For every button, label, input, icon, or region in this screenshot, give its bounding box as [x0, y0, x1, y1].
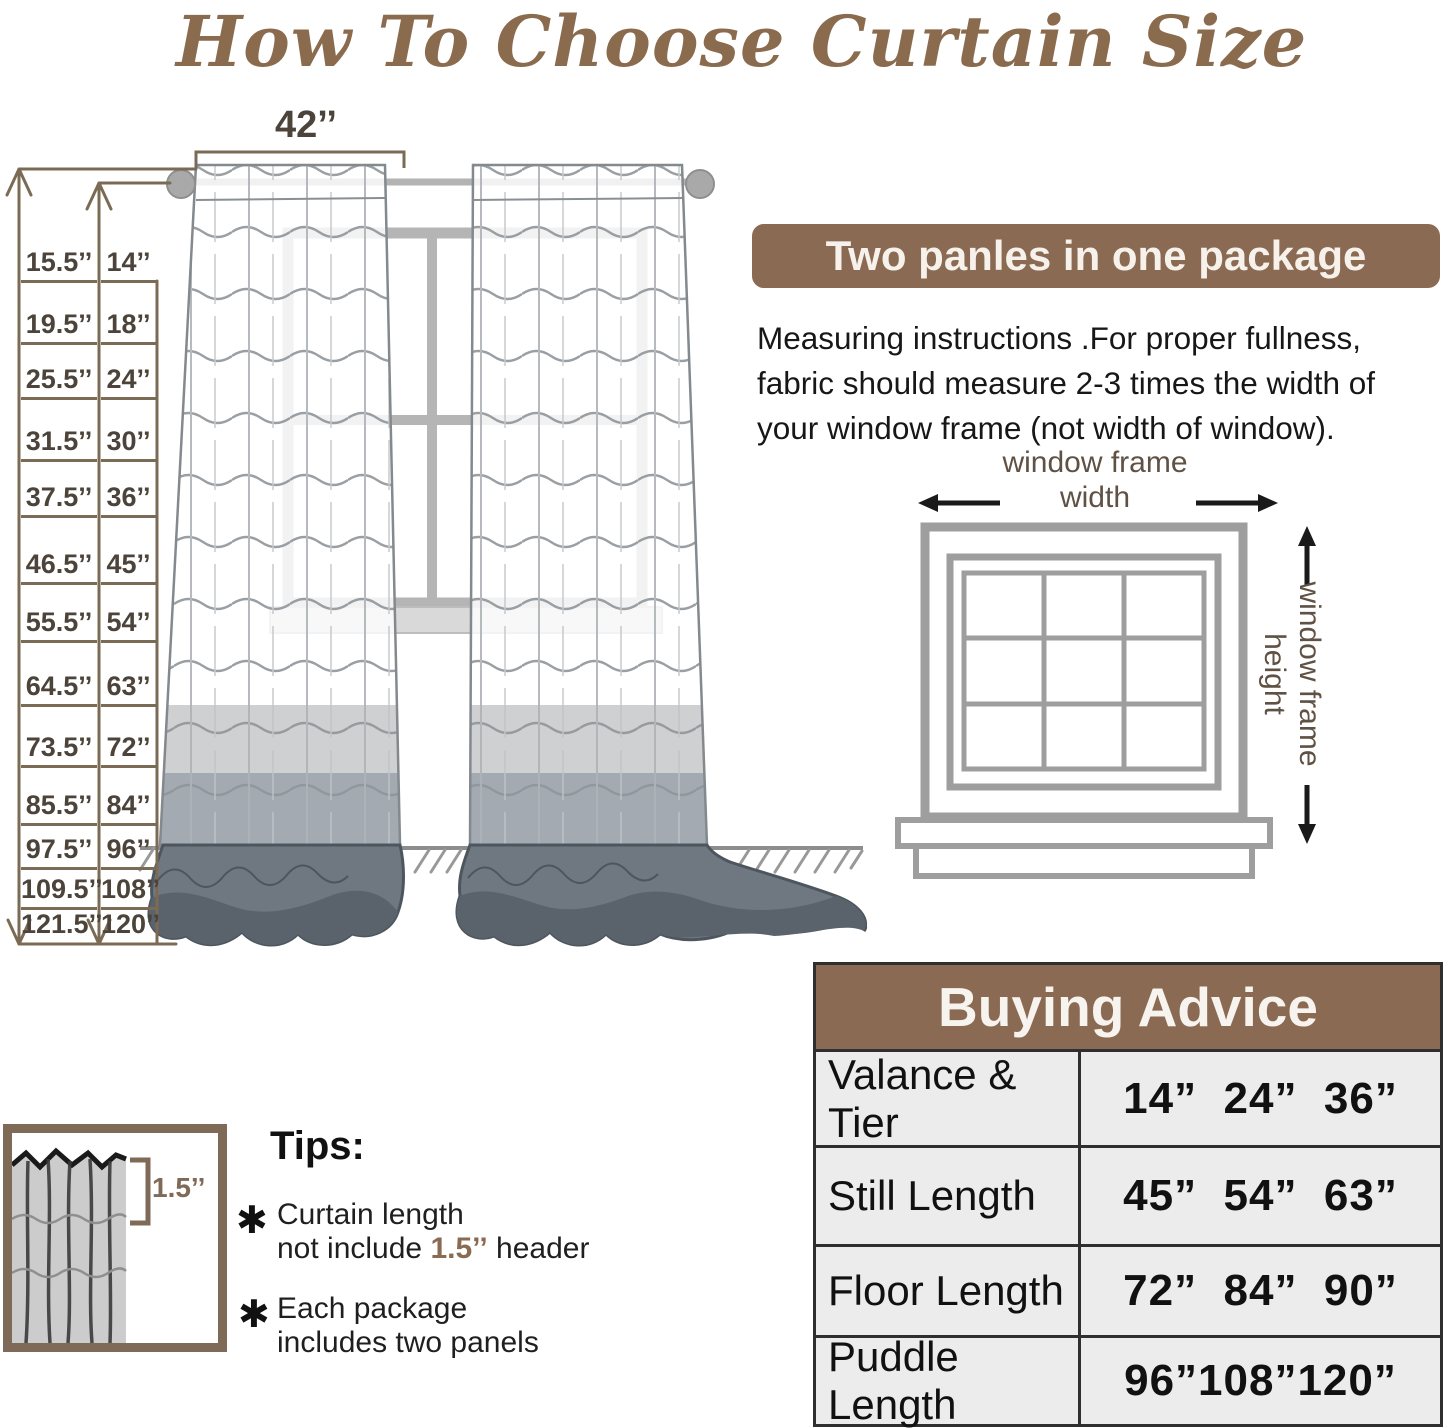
scale-value-curtain: 14’’ — [101, 249, 156, 283]
table-row — [816, 1052, 1440, 1148]
table-row — [816, 1148, 1440, 1247]
scale-value-curtain: 84’’ — [101, 792, 156, 826]
measuring-instructions — [757, 316, 1375, 451]
row-label: Floor Length — [816, 1247, 1081, 1335]
buying-advice-title: Buying Advice — [816, 965, 1440, 1052]
tip1-line2-pre: not include — [277, 1232, 431, 1265]
curtain-panel-left — [150, 165, 410, 848]
scale-value-curtain: 96’’ — [101, 836, 156, 870]
scale-row — [0, 301, 160, 345]
rod-finial-right — [686, 170, 714, 198]
scale-row — [0, 724, 160, 768]
curtain-panel-right — [460, 165, 720, 848]
scale-value-curtain: 54’’ — [101, 609, 156, 643]
header-height-label: 1.5’’ — [152, 1172, 206, 1203]
window-frame-height-label: window frame height — [1258, 581, 1326, 767]
scale-value-with-header: 64.5’’ — [21, 673, 97, 707]
row-values: 45” 54” 63” — [1123, 1171, 1398, 1220]
tip2-line1: Each package — [277, 1292, 468, 1325]
scale-row — [0, 828, 160, 870]
table-row — [816, 1247, 1440, 1338]
scale-value-with-header: 55.5’’ — [21, 609, 97, 643]
scale-value-curtain: 30’’ — [101, 428, 156, 462]
scale-value-with-header: 31.5’’ — [21, 428, 97, 462]
scale-value-curtain: 63’’ — [101, 673, 156, 707]
row-label: Still Length — [816, 1148, 1081, 1244]
width-arrow-right-icon — [1196, 494, 1278, 512]
scale-row — [0, 418, 160, 462]
window-drawing — [898, 527, 1270, 876]
scale-value-with-header: 19.5’’ — [21, 311, 97, 345]
scale-row — [0, 474, 160, 518]
curtain-header-sketch — [12, 1133, 218, 1343]
tip1-line2-post: header — [487, 1232, 590, 1265]
scale-value-curtain: 72’’ — [101, 734, 156, 768]
measuring-line-1: Measuring instructions .For proper fullness, — [757, 320, 1362, 356]
scale-row — [0, 356, 160, 400]
scale-value-with-header: 25.5’’ — [21, 366, 97, 400]
table-row — [816, 1333, 1440, 1428]
tip1-line2 — [277, 1232, 589, 1265]
row-values: 14” 24” 36” — [1123, 1073, 1398, 1123]
scale-value-curtain: 18’’ — [101, 311, 156, 345]
window-frame-width-label: window frame width — [1002, 446, 1188, 514]
scale-row — [0, 782, 160, 826]
measuring-line-3: your window frame (not width of window). — [757, 410, 1335, 446]
scale-value-curtain: 108’’ — [101, 876, 156, 910]
scale-row — [0, 239, 160, 283]
height-arrow-down-icon — [1298, 785, 1316, 844]
scale-row — [0, 900, 160, 942]
measuring-line-2: fabric should measure 2-3 times the width of — [757, 365, 1376, 401]
row-label: Valance & Tier — [816, 1052, 1081, 1145]
scale-value-with-header: 97.5’’ — [21, 836, 97, 870]
scale-row — [0, 599, 160, 643]
curtain-header-inset — [3, 1124, 227, 1352]
scale-value-curtain: 36’’ — [101, 484, 156, 518]
asterisk-bullet-icon: ✱ — [238, 1294, 270, 1336]
scale-value-with-header: 15.5’’ — [21, 249, 97, 283]
package-banner: Two panles in one package — [752, 224, 1440, 288]
scale-value-with-header: 109.5’’ — [21, 876, 97, 910]
scale-row — [0, 541, 160, 585]
row-values: 72” 84” 90” — [1123, 1266, 1398, 1315]
scale-value-with-header: 85.5’’ — [21, 792, 97, 826]
tip1-line1: Curtain length — [277, 1198, 464, 1231]
tip1-line2-highlight: 1.5’’ — [430, 1232, 488, 1265]
scale-value-with-header: 46.5’’ — [21, 551, 97, 585]
scale-value-curtain: 24’’ — [101, 366, 156, 400]
header-height-bracket — [130, 1160, 148, 1223]
tip2-line2: includes two panels — [277, 1326, 539, 1359]
page-title: How To Choose Curtain Size — [176, 0, 1308, 83]
scale-value-with-header: 73.5’’ — [21, 734, 97, 768]
tips-heading: Tips: — [270, 1124, 365, 1168]
scale-value-with-header: 121.5’’ — [21, 909, 103, 939]
rod-width-label: 42’’ — [275, 104, 337, 146]
row-label: Puddle Length — [816, 1338, 1081, 1424]
scale-value-with-header: 37.5’’ — [21, 484, 97, 518]
rod-finial-left — [167, 170, 195, 198]
row-values: 96”108”120” — [1124, 1356, 1397, 1405]
buying-advice-table — [813, 962, 1443, 1427]
scale-value-curtain: 120’’ — [101, 909, 161, 939]
asterisk-bullet-icon: ✱ — [236, 1200, 268, 1242]
curtain-puddle-left — [149, 845, 404, 945]
scale-value-curtain: 45’’ — [101, 551, 156, 585]
scale-row — [0, 663, 160, 707]
